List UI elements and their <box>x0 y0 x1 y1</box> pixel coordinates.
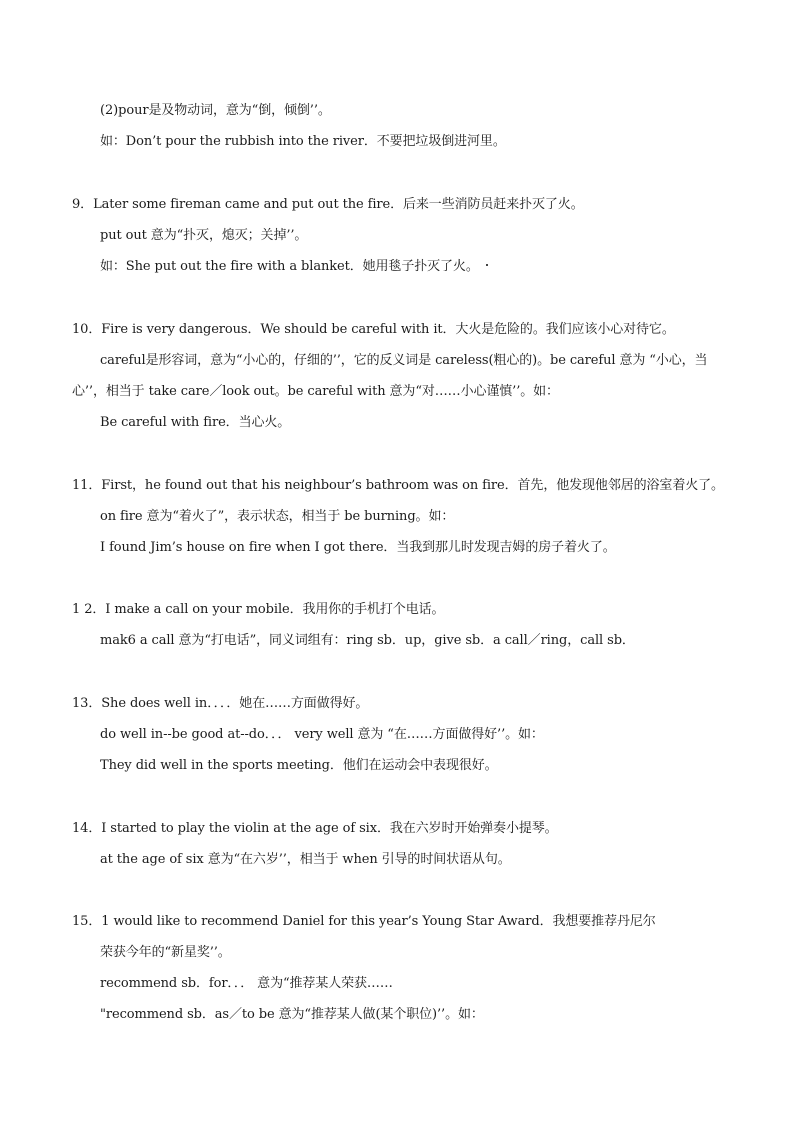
text-line: 如：Don’t pour the rubbish into the river．不要把垃圾倒进河里。 <box>100 134 506 149</box>
item-12-heading: 1 2．I make a call on your mobile．我用你的手机打个电话。 <box>72 602 445 617</box>
text-line: 心’’，相当于 take care／look out。be careful with 意为“对……小心谨慎’’。如： <box>72 384 559 399</box>
item-14-heading: 14．I started to play the violin at the age of six．我在六岁时开始弹奏小提琴。 <box>72 821 558 836</box>
text-line: on fire 意为“着火了”，表示状态，相当于 be burning。如： <box>100 509 455 524</box>
item-10-heading: 10．Fire is very dangerous．We should be careful with it．大火是危险的。我们应该小心对待它。 <box>72 322 675 337</box>
text-line: put out 意为“扑灭，熄灭；关掉’’。 <box>100 228 308 243</box>
text-line: 如：She put out the fire with a blanket．她用毯子扑灭了火。 <box>100 259 479 274</box>
item-11-heading: 11．First，he found out that his neighbour’s bathroom was on fire．首先，他发现他邻居的浴室着火了。 <box>72 478 724 493</box>
stray-dot <box>486 264 488 266</box>
text-line: at the age of six 意为“在六岁’’，相当于 when 引导的时间状语从句。 <box>100 852 511 867</box>
text-line: do well in--be good at--do．．． very well 意为 “在……方面做得好’’。如： <box>100 727 544 742</box>
text-line: (2)pour是及物动词，意为“倒，倾倒’’。 <box>100 103 331 118</box>
item-13-heading: 13．She does well in．．．．她在……方面做得好。 <box>72 696 369 711</box>
item-15-heading: 15．1 would like to recommend Daniel for this year’s Young Star Award．我想要推荐丹尼尔 <box>72 914 656 929</box>
item-9-heading: 9．Later some fireman came and put out the fire．后来一些消防员赶来扑灭了火。 <box>72 197 584 212</box>
text-line: I found Jim’s house on fire when I got there．当我到那儿时发现吉姆的房子着火了。 <box>100 540 616 555</box>
text-line: "recommend sb．as／to be 意为“推荐某人做(某个职位)’’。如： <box>100 1007 484 1022</box>
text-line: Be careful with fire．当心火。 <box>100 415 291 430</box>
text-line: careful是形容词，意为“小心的，仔细的’’，它的反义词是 careless(粗心的)。be careful 意为 “小心，当 <box>100 353 708 368</box>
text-line: They did well in the sports meeting．他们在运动会中表现很好。 <box>100 758 498 773</box>
text-line: 荣获今年的“新星奖’’。 <box>100 945 231 960</box>
text-line: mak6 a call 意为“打电话”，同义词组有：ring sb．up，give sb．a call／ring，call sb． <box>100 633 635 648</box>
text-line: recommend sb．for．．． 意为“推荐某人荣获…… <box>100 976 393 991</box>
